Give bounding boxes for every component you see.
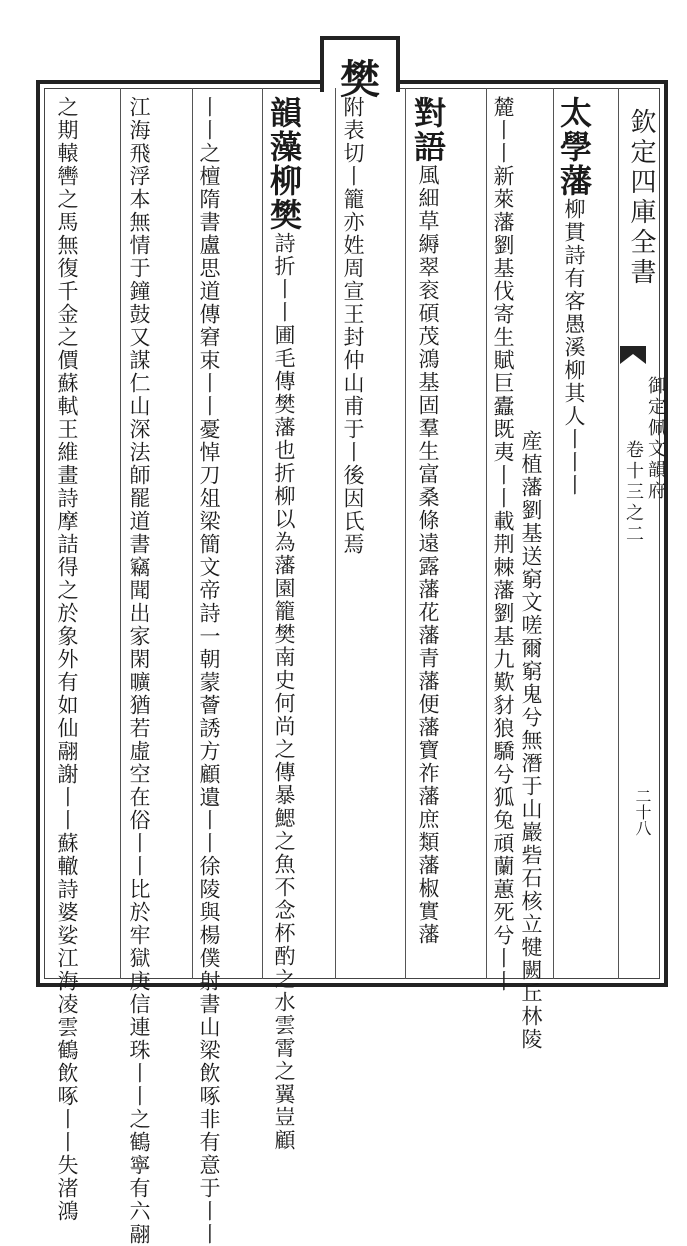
annotation-text: 江海飛浮本無情于鐘鼓又謀仁山深法師罷道書竊聞出家閑曠猶若虛空在俗丨丨比於牢獄庚信連珠丨丨之鶴寧有六翮 xyxy=(127,96,151,1246)
annotation-text: 之期轅轡之馬無復千金之價蘇軾王維畫詩摩詰得之於象外有如仙翮謝丨丨蘇轍詩婆娑江海凌雲鶴飲啄丨丨失渚鴻 xyxy=(55,96,79,1223)
margin-rule xyxy=(618,88,619,979)
book-title: 御定佩文韻府 xyxy=(645,376,666,502)
annotation-text: 麓丨丨新萊藩劉基伐寄生賦巨蠹既夷丨丨載荆棘藩劉基九歎豺狼驕兮狐兔頑蘭蕙死兮丨丨 xyxy=(491,96,515,993)
entry-heading: 太學藩 xyxy=(555,96,593,198)
section-heading: 韻藻柳樊 xyxy=(265,96,303,232)
volume-label: 卷十三之二 xyxy=(623,440,644,545)
annotation-text: 風細草縟翠衮碩茂鴻基固羣生富桑條遠露藩花藩青藩便藩寶祚藩庶類藩椒實藩 xyxy=(416,164,440,946)
text-column xyxy=(342,96,363,556)
annotation-text: 附表切丨籠亦姓周宣王封仲山甫于丨後因氏焉 xyxy=(341,96,365,556)
text-column xyxy=(492,96,513,993)
text-column xyxy=(198,96,219,1246)
text-column xyxy=(128,96,149,1246)
column-rule xyxy=(262,88,263,979)
text-column xyxy=(265,96,303,1152)
page-number: 二十八 xyxy=(633,788,652,836)
text-column xyxy=(520,430,541,1051)
column-rule xyxy=(486,88,487,979)
annotation-text: 柳貫詩有客愚溪柳其人丨丨丨 xyxy=(562,198,586,497)
annotation-text: 詩折丨丨圃毛傳樊藩也折柳以為藩園籠樊南史何尚之傳暴鰓之魚不念杯酌之水雲霄之翼豈顧 xyxy=(272,232,296,1152)
text-column xyxy=(555,96,593,497)
column-rule xyxy=(335,88,336,979)
section-heading: 對語 xyxy=(409,96,447,164)
column-rule xyxy=(405,88,406,979)
collection-title: 欽定四庫全書 xyxy=(626,108,656,288)
text-column xyxy=(409,96,447,946)
text-column xyxy=(56,96,77,1223)
column-rule xyxy=(553,88,554,979)
column-rule xyxy=(120,88,121,979)
annotation-text: 丨丨之檀隋書盧思道傳窘束丨丨憂悼刀俎梁簡文帝詩一朝蒙薈誘方顧遺丨丨徐陵與楊僕射書山梁飲啄非有意于丨丨 xyxy=(197,96,221,1246)
column-rule xyxy=(192,88,193,979)
fishtail-marker-icon xyxy=(620,346,646,364)
annotation-text: 産植藩劉基送窮文嗟爾窮鬼兮無潛于山巖砦石核立犍闕丘林陵 xyxy=(519,430,543,1051)
tab-character: 樊 xyxy=(340,56,380,103)
